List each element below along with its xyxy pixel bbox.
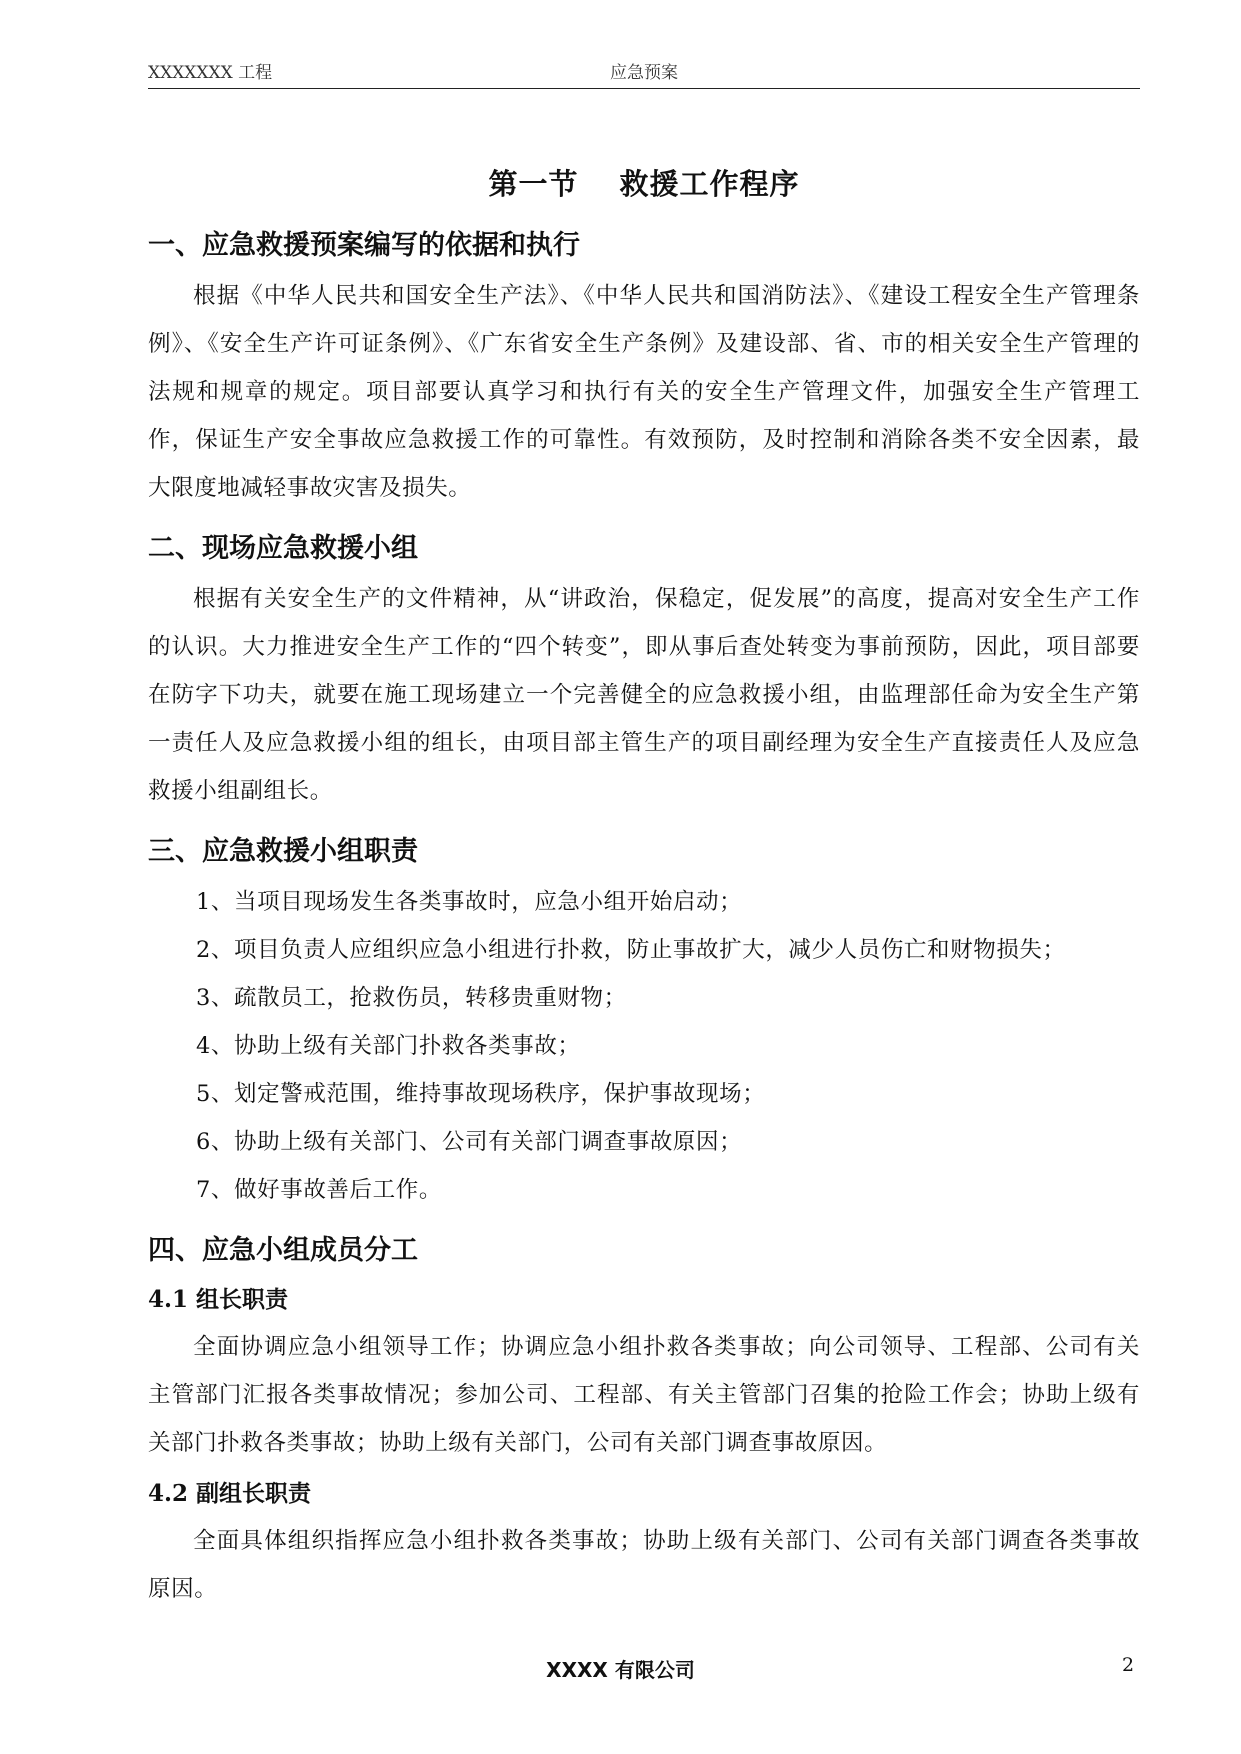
- section-2-paragraph: 根据有关安全生产的文件精神，从“讲政治，保稳定，促发展”的高度，提高对安全生产工作的认识。大力推进安全生产工作的“四个转变”，即从事后查处转变为事前预防，因此，项目部要在防字下功夫，就要在施工现场建立一个完善健全的应急救援小组，由监理部任命为安全生产第一责任人及应急救援小组的组长，由项目部主管生产的项目副经理为安全生产直接责任人及应急救援小组副组长。: [148, 586, 1140, 804]
- subsection-4-2-title: 4.2 副组长职责: [148, 1480, 312, 1507]
- chapter-title: 第一节 救援工作程序: [488, 167, 800, 201]
- footer-company-name: XXXX 有限公司: [546, 1658, 695, 1682]
- list-item: 1、当项目现场发生各类事故时，应急小组开始启动；: [196, 889, 743, 915]
- section-2-title: 二、现场应急救援小组: [148, 533, 418, 564]
- list-item: 5、划定警戒范围，维持事故现场秩序，保护事故现场；: [196, 1081, 766, 1107]
- section-1-title: 一、应急救援预案编写的依据和执行: [148, 230, 580, 261]
- header-project-name: XXXXXXX 工程: [148, 63, 273, 83]
- section-4-title: 四、应急小组成员分工: [148, 1235, 418, 1266]
- header-document-type: 应急预案: [610, 63, 678, 83]
- list-item: 7、做好事故善后工作。: [196, 1177, 442, 1203]
- section-1-paragraph: 根据《中华人民共和国安全生产法》、《中华人民共和国消防法》、《建设工程安全生产管理条例》、《安全生产许可证条例》、《广东省安全生产条例》及建设部、省、市的相关安全生产管理的法规和规章的规定。项目部要认真学习和执行有关的安全生产管理文件，加强安全生产管理工作，保证生产安全事故应急救援工作的可靠性。有效预防，及时控制和消除各类不安全因素，最大限度地减轻事故灾害及损失。: [148, 283, 1140, 501]
- subsection-4-1-paragraph: 全面协调应急小组领导工作；协调应急小组扑救各类事故；向公司领导、工程部、公司有关主管部门汇报各类事故情况；参加公司、工程部、有关主管部门召集的抢险工作会；协助上级有关部门扑救各类事故；协助上级有关部门，公司有关部门调查事故原因。: [148, 1334, 1140, 1456]
- list-item: 2、项目负责人应组织应急小组进行扑救，防止事故扩大，减少人员伤亡和财物损失；: [196, 937, 1066, 963]
- duty-list: [148, 878, 1140, 1214]
- subsection-4-1-title: 4.1 组长职责: [148, 1286, 289, 1313]
- section-3-title: 三、应急救援小组职责: [148, 836, 418, 867]
- page-body: [148, 150, 1140, 1613]
- page-header: [148, 58, 1140, 89]
- list-item: 3、疏散员工，抢救伤员，转移贵重财物；: [196, 985, 627, 1011]
- subsection-4-2-paragraph: 全面具体组织指挥应急小组扑救各类事故；协助上级有关部门、公司有关部门调查各类事故原因。: [148, 1528, 1140, 1602]
- list-item: 4、协助上级有关部门扑救各类事故；: [196, 1033, 581, 1059]
- list-item: 6、协助上级有关部门、公司有关部门调查事故原因；: [196, 1129, 743, 1155]
- page-number: 2: [1122, 1654, 1135, 1676]
